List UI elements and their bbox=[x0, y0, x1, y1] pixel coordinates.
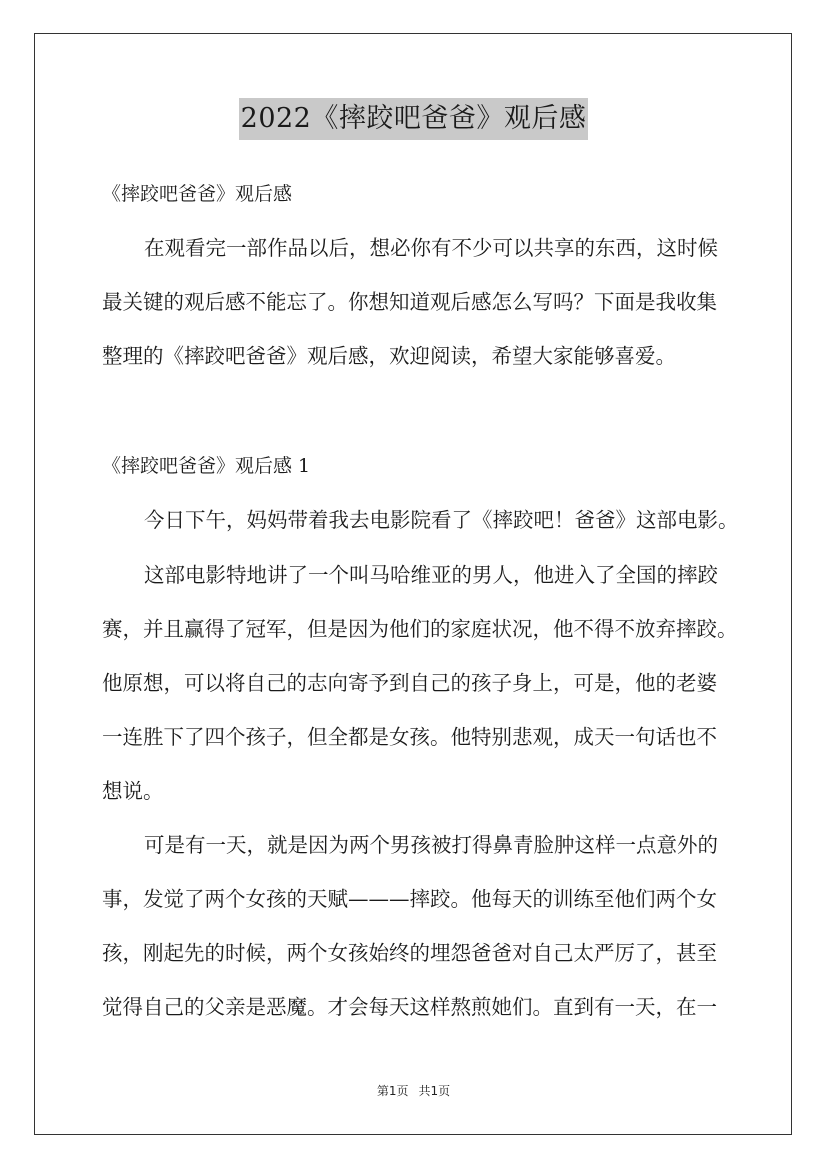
body-line-3: 赛，并且赢得了冠军，但是因为他们的家庭状况，他不得不放弃摔跤。 bbox=[102, 617, 738, 641]
body-line-8: 事，发觉了两个女孩的天赋———摔跤。他每天的训练至他们两个女 bbox=[102, 887, 717, 911]
body-line-10: 觉得自己的父亲是恶魔。才会每天这样熬煎她们。直到有一天，在一 bbox=[102, 995, 717, 1019]
body-line-5: 一连胜下了四个孩子，但全都是女孩。他特别悲观，成天一句话也不 bbox=[102, 725, 717, 749]
page-total: 共1页 bbox=[418, 1084, 451, 1098]
title-container bbox=[0, 98, 827, 140]
intro-line-3: 整理的《摔跤吧爸爸》观后感，欢迎阅读，希望大家能够喜爱。 bbox=[102, 344, 676, 368]
body-line-7: 可是有一天，就是因为两个男孩被打得鼻青脸肿这样一点意外的 bbox=[144, 833, 718, 857]
body-line-4: 他原想，可以将自己的志向寄予到自己的孩子身上，可是，他的老婆 bbox=[102, 671, 717, 695]
intro-line-1: 在观看完一部作品以后，想必你有不少可以共享的东西，这时候 bbox=[144, 236, 718, 260]
body-line-2: 这部电影特地讲了一个叫马哈维亚的男人，他进入了全国的摔跤 bbox=[144, 563, 718, 587]
subheading-2: 《摔跤吧爸爸》观后感 1 bbox=[102, 455, 311, 477]
body-line-1: 今日下午，妈妈带着我去电影院看了《摔跤吧！爸爸》这部电影。 bbox=[144, 508, 739, 532]
page-footer bbox=[0, 1083, 827, 1099]
page-number: 第1页 bbox=[376, 1084, 409, 1098]
body-line-6: 想说。 bbox=[102, 779, 164, 803]
subheading-1: 《摔跤吧爸爸》观后感 bbox=[102, 183, 293, 205]
document-title: 2022《摔跤吧爸爸》观后感 bbox=[239, 98, 589, 140]
body-line-9: 孩，刚起先的时候，两个女孩始终的埋怨爸爸对自己太严厉了，甚至 bbox=[102, 941, 717, 965]
intro-line-2: 最关键的观后感不能忘了。你想知道观后感怎么写吗？下面是我收集 bbox=[102, 290, 717, 314]
